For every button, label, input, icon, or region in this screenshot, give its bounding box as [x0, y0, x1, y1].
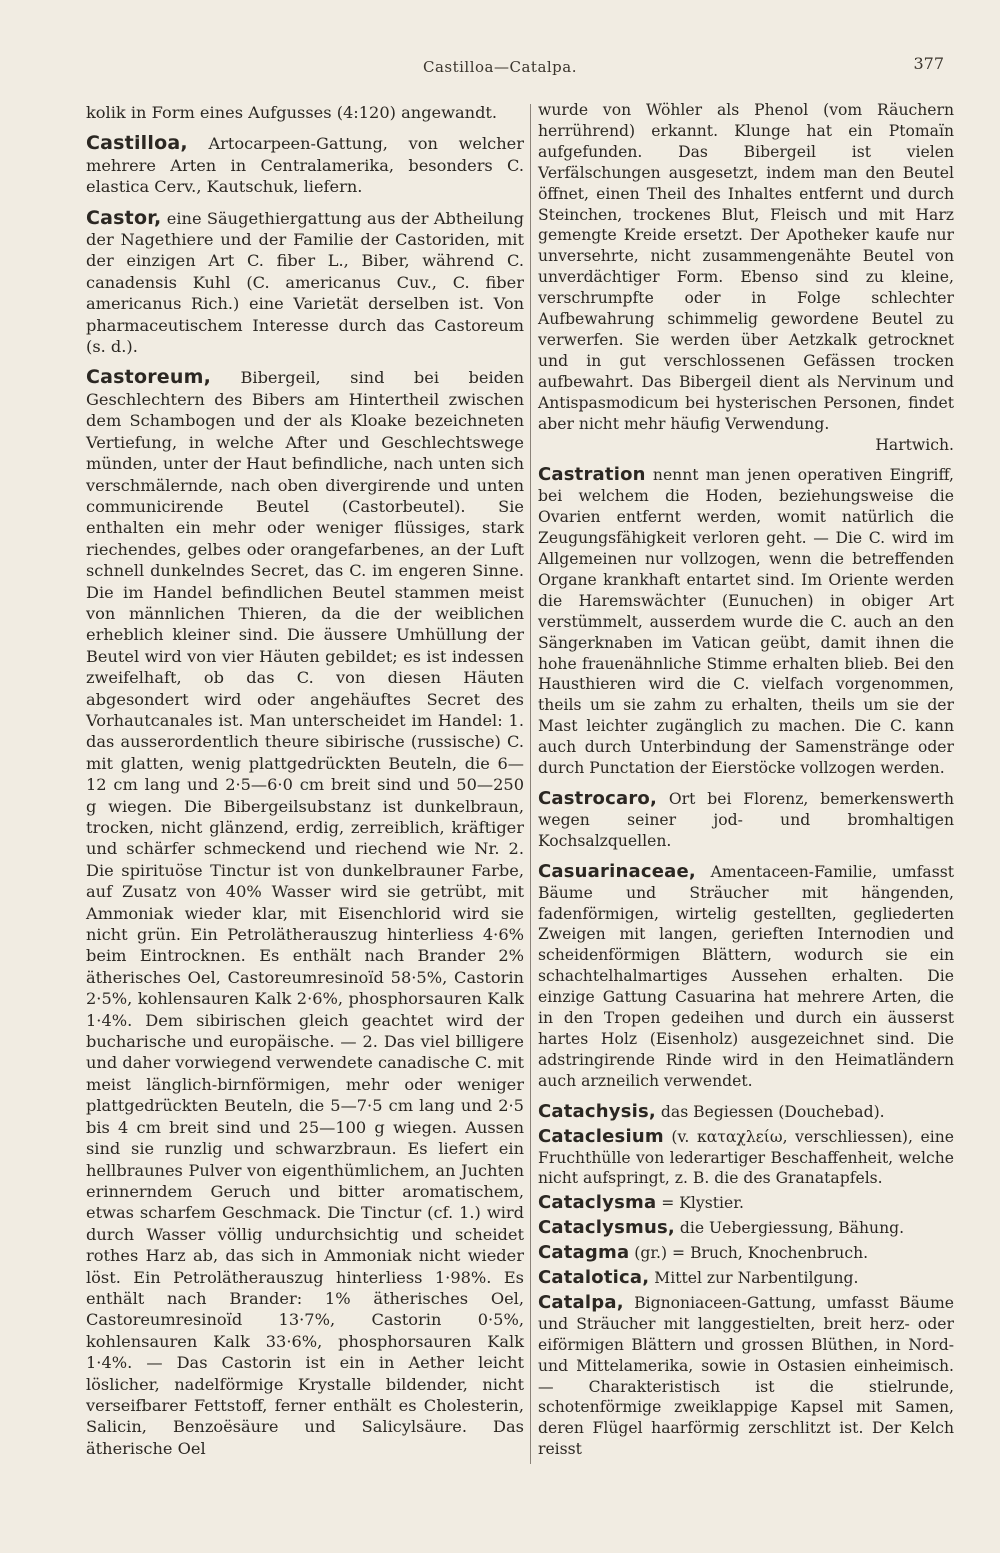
- entry-headword: Castilloa,: [86, 132, 188, 155]
- entry-castoreum: [86, 367, 524, 1459]
- entry-headword: Castrocaro,: [538, 788, 658, 809]
- entry-headword: Casuarinaceae,: [538, 860, 696, 882]
- entry-catalotica: [538, 1268, 954, 1289]
- entry-text: Bibergeil, sind bei beiden Geschlechtern des Bibers am Hintertheil zwischen dem Schambogen und der als Kloake bezeichneten Vertiefung, in welche After und Geschlechtswege münden, unter der Haut befindliche, nach unten sich verschmälernde, nach oben divergirende und unten communicirende Beutel (Castorbeutel). Sie enthalten ein mehr oder weniger flüssiges, stark riechendes, gelbes oder orangefarbenes, an der Luft schnell dunkelndes Secret, das C. im engeren Sinne. Die im Handel befindlichen Beutel stammen meist von männlichen Thieren, da die der weiblichen erheblich kleiner sind. Die äussere Umhüllung der Beutel wird von vier Häuten gebildet; es ist indessen zweifelhaft, ob das C. von diesen Häuten abgesondert wird oder angehäuftes Secret des Vorhautcanales ist. Man unterscheidet im Handel: 1. das ausserordentlich theure sibirische (russische) C. mit glatten, wenig plattgedrückten Beuteln, die 6—12 cm lang und 2·5—6·0 cm breit sind und 50—250 g wiegen. Die Bibergeilsubstanz ist dunkelbraun, trocken, nicht glänzend, erdig, zerreiblich, kräftiger und schärfer schmeckend und riechend wie Nr. 2. Die spirituöse Tinctur ist von dunkelbrauner Farbe, auf Zusatz von 40% Wasser wird sie getrübt, mit Ammoniak wieder klar, mit Eisenchlorid wird sie nicht grün. Ein Petrolätherauszug hinterliess 4·6% beim Eintrocknen. Es enthält nach Brander 2% ätherisches Oel, Castoreumresinoïd 58·5%, Castorin 2·5%, kohlensauren Kalk 2·6%, phosphorsauren Kalk 1·4%. Dem sibirischen gleich geachtet wird der bucharische und europäische. — 2. Das viel billigere und daher vorwiegend verwendete canadische C. mit meist länglich-birnförmigen, mehr oder weniger plattgedrückten Beuteln, die 5—7·5 cm lang und 2·5 bis 4 cm breit sind und 25—100 g wiegen. Aussen sind sie runzlig und schwarzbraun. Es liefert ein hellbraunes Pulver von eigenthümlichem, an Juchten erinnerndem Geruch und bitter aromatischem, etwas scharfem Geschmack. Die Tinctur (cf. 1.) wird durch Wasser völlig undurchsichtig und scheidet rothes Harz ab, das sich in Ammoniak nicht wieder löst. Ein Petrolätherauszug hinterliess 1·98%. Es enthält nach Brander: 1% ätherisches Oel, Castoreumresinoïd 13·7%, Castorin 0·5%, kohlensauren Kalk 33·6%, phosphorsauren Kalk 1·4%. — Das Castorin ist ein in Aether leicht löslicher, nadelförmige Krystalle bildender, nicht verseifbarer Fettstoff, ferner enthält es Cholesterin, Salicin, Benzoësäure und Salicylsäure. Das ätherische Oel: [86, 368, 524, 1458]
- entry-text: nennt man jenen operativen Eingriff, bei welchem die Hoden, beziehungsweise die Ovarien entfernt werden, womit natürlich die Zeugungsfähigkeit verloren geht. — Die C. wird im Allgemeinen nur vollzogen, wenn die betreffenden Organe krankhaft entartet sind. Im Oriente werden die Haremswächter (Eunuchen) in obiger Art verstümmelt, ausserdem wurde die C. auch an den Sängerknaben im Vatican geübt, damit ihnen die hohe frauenähnliche Stimme erhalten blieb. Bei den Hausthieren wird die C. vielfach vorgenommen, theils um sie zahm zu erhalten, theils um sie der Mast leichter zugänglich zu machen. Die C. kann auch durch Unterbindung der Samenstränge oder durch Punctation der Eierstöcke vollzogen werden.: [538, 466, 954, 778]
- entry-headword: Catagma: [538, 1242, 630, 1264]
- entry-text: = Klystier.: [656, 1194, 744, 1213]
- entry-text: (gr.) = Bruch, Knochenbruch.: [629, 1244, 869, 1263]
- entry-castrocaro: [538, 789, 954, 852]
- entry-castilloa: [86, 133, 524, 197]
- entry-catalpa: [538, 1293, 954, 1460]
- entry-text: Bignoniaceen-Gattung, umfasst Bäume und Sträucher mit langgestielten, breit herz- oder eiförmigen Blättern und grossen Blüthen, in Nord- und Mittelamerika, sowie in Ostasien einheimisch. — Charakteristisch ist die stielrunde, schotenförmige zweiklappige Kapsel mit Samen, deren Flügel haarförmig zerschlitzt ist. Der Kelch reisst: [538, 1293, 954, 1459]
- entry-headword: Catalotica,: [538, 1267, 650, 1289]
- entry-text: die Uebergiessung, Bähung.: [674, 1219, 905, 1238]
- entry-headword: Castration: [538, 464, 646, 486]
- entry-text: Artocarpeen-Gattung, von welcher mehrere Arten in Centralamerika, besonders C. elastica Cerv., Kautschuk, liefern.: [86, 134, 524, 197]
- entry-headword: Castoreum,: [86, 366, 212, 389]
- page-number: 377: [913, 54, 944, 73]
- entry-castration: [538, 465, 954, 779]
- entry-continuation-right: [538, 100, 954, 455]
- entry-casuarinaceae: [538, 862, 954, 1092]
- entry-text: kolik in Form eines Aufgusses (4:120) angewandt.: [86, 103, 498, 122]
- entry-headword: Cataclysma: [538, 1192, 657, 1214]
- entry-castor: [86, 208, 524, 358]
- entry-text: wurde von Wöhler als Phenol (vom Räuchern herrührend) erkannt. Klunge hat ein Ptomaïn aufgefunden. Das Bibergeil ist vielen Verfälschungen ausgesetzt, indem man den Beutel öffnet, einen Theil des Inhaltes entfernt und durch Steinchen, trockenes Blut, Fleisch und mit Harz gemengte Kreide ersetzt. Der Apotheker kaufe nur unversehrte, nicht zusammengenähte Beutel von unverdächtiger Form. Ebenso sind zu kleine, verschrumpfte oder in Folge schlechter Aufbewahrung schimmelig gewordene Beutel zu verwerfen. Sie werden über Aetzkalk getrocknet und in gut verschlossenen Gefässen trocken aufbewahrt. Das Bibergeil dient als Nervinum und Antispasmodicum bei hysterischen Personen, findet aber nicht mehr häufig Verwendung.: [538, 101, 954, 433]
- entry-headword: Cataclysmus,: [538, 1217, 675, 1239]
- entry-cataclysma: [538, 1193, 954, 1214]
- entry-cataclesium: [538, 1127, 954, 1190]
- entry-headword: Catachysis,: [538, 1100, 656, 1122]
- left-column: [86, 102, 524, 1469]
- author-signature: Hartwich.: [875, 435, 954, 454]
- right-column: [538, 100, 954, 1464]
- entry-headword: Catalpa,: [538, 1291, 624, 1313]
- entry-continuation-left: [86, 102, 524, 123]
- entry-text: Ort bei Florenz, bemerkenswerth wegen seiner jod- und bromhaltigen Kochsalzquellen.: [538, 790, 954, 850]
- column-divider: [530, 104, 531, 1464]
- entry-text: eine Säugethiergattung aus der Abtheilung der Nagethiere und der Familie der Castoriden, mit der einzigen Art C. fiber L., Biber, während C. canadensis Kuhl (C. americanus Cuv., C. fiber americanus Rich.) eine Varietät derselben ist. Von pharmaceutischem Interesse durch das Castoreum (s. d.).: [86, 208, 524, 357]
- entry-text: Mittel zur Narbentilgung.: [649, 1269, 859, 1288]
- entry-text: das Begiessen (Douchebad).: [655, 1102, 885, 1121]
- entry-catachysis: [538, 1102, 954, 1123]
- entry-text: Amentaceen-Familie, umfasst Bäume und Sträucher mit hängenden, fadenförmigen, wirtelig gestellten, gegliederten Zweigen mit langen, gerieften Internodien und scheidenförmigen Blättern, wodurch sie ein schachtelhalmartiges Aussehen erhalten. Die einzige Gattung Casuarina hat mehrere Arten, die in den Tropen gedeihen und durch ein äusserst hartes Holz (Eisenholz) ausgezeichnet sind. Die adstringirende Rinde wird in den Heimatländern auch arzneilich verwendet.: [538, 862, 954, 1090]
- entry-cataclysmus: [538, 1218, 954, 1239]
- entry-catagma: [538, 1243, 954, 1264]
- entry-headword: Castor,: [86, 206, 162, 229]
- entry-headword: Cataclesium: [538, 1125, 664, 1147]
- running-title: Castilloa—Catalpa.: [422, 58, 577, 76]
- entry-text: (v. καταχλείω, verschliessen), eine Fruchthülle von lederartiger Beschaffenheit, welche nicht aufspringt, z. B. die des Granatapfels.: [538, 1127, 954, 1188]
